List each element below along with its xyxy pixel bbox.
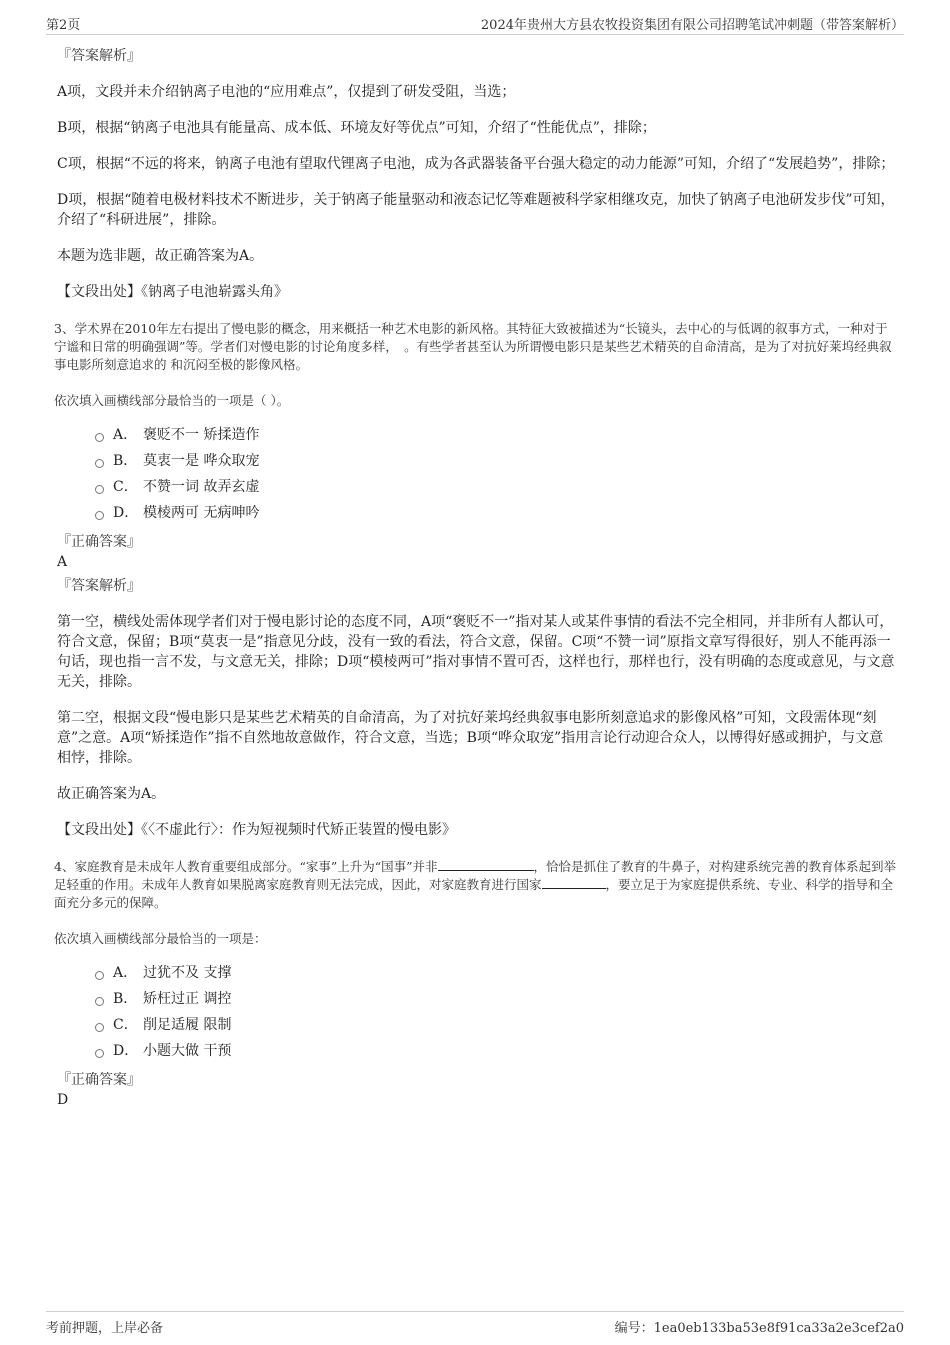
q4-text: 4、家庭教育是未成年人教育重要组成部分。“家事”上升为“国事”并非 ，恰恰是抓住了教育的牛鼻子，对构建系统完善的教育体系起到举足轻重的作用。未成年人教育如果脱离家庭教育则无法完成，因此，对家庭教育进行国家 ，要立足于为家庭提供系统、专业、科学的指导和全面充分多元的保障。: [54, 859, 897, 910]
q4-blank-1: [438, 858, 534, 871]
q2-analysis-d: D项，根据“随着电极材料技术不断进步，关于钠离子能量驱动和液态记忆等难题被科学家相继攻克，加快了钠离子电池研发步伐”可知，介绍了“科研进展”，排除。: [57, 192, 895, 228]
q3-text: 3、学术界在2010年左右提出了慢电影的概念，用来概括一种艺术电影的新风格。其特征大致被描述为“长镜头，去中心的与低调的叙事方式，一种对于宁谧和日常的明确强调”等。学者们对慢电影的讨论角度多样， 。有些学者甚至认为所谓慢电影只是某些艺术精英的自命清高，是为了对抗好莱坞经典叙事电影所刻意追求的 和沉闷至极的影像风格。: [54, 321, 892, 372]
q4-option-a[interactable]: A． 过犹不及 支撑: [95, 960, 897, 986]
q3-prompt: 依次填入画横线部分最恰当的一项是（ ）。: [54, 393, 290, 408]
q4-option-b[interactable]: B． 矫枉过正 调控: [95, 986, 897, 1012]
q3-answer-label: 『正确答案』: [57, 534, 141, 550]
q4-answer-label: 『正确答案』: [57, 1072, 141, 1088]
q2-analysis-c: C项，根据“不远的将来，钠离子电池有望取代锂离子电池，成为各武器装备平台强大稳定的动力能源”可知，介绍了“发展趋势”，排除；: [57, 156, 895, 172]
q3-options: [95, 422, 897, 526]
q2-analysis-b: B项，根据“钠离子电池具有能量高、成本低、环境友好等优点”可知，介绍了“性能优点”，排除；: [57, 120, 656, 136]
q4-blank-2: [542, 876, 606, 889]
footer-slogan: 考前押题，上岸必备: [46, 1321, 164, 1336]
q3-option-c[interactable]: C． 不赞一词 故弄玄虚: [95, 474, 897, 500]
q3-answer: A: [57, 554, 68, 570]
q3-option-d[interactable]: D． 模棱两可 无病呻吟: [95, 500, 897, 526]
radio-icon[interactable]: [95, 971, 104, 980]
radio-icon[interactable]: [95, 1049, 104, 1058]
q2-conclusion: 本题为选非题，故正确答案为A。: [57, 248, 264, 264]
q3-option-b[interactable]: B． 莫衷一是 哗众取宠: [95, 448, 897, 474]
page-number: 第2页: [46, 18, 81, 33]
page-header: [46, 12, 904, 35]
page-footer: [46, 1311, 904, 1338]
q4-prompt: 依次填入画横线部分最恰当的一项是：: [54, 931, 267, 946]
document-id: 编号：1ea0eb133ba53e8f91ca33a2e3cef2a0: [614, 1321, 904, 1336]
q3-source: 【文段出处】《〈不虚此行〉：作为短视频时代矫正装置的慢电影》: [57, 822, 456, 838]
radio-icon[interactable]: [95, 511, 104, 520]
q3-conclusion: 故正确答案为A。: [57, 786, 166, 802]
radio-icon[interactable]: [95, 433, 104, 442]
q3-analysis-1: 第一空，横线处需体现学者们对于慢电影讨论的态度不同，A项“褒贬不一”指对某人或某件事情的看法不完全相同，并非所有人都认可，符合文意，保留；B项“莫衷一是”指意见分歧，没有一致的看法，符合文意，保留。C项“不赞一词”原指文章写得很好，别人不能再添一句话，现也指一言不发，与文意无关，排除；D项“模棱两可”指对事情不置可否，这样也行，那样也行，没有明确的态度或意见，与文意无关，排除。: [57, 614, 895, 690]
document-title: 2024年贵州大方县农牧投资集团有限公司招聘笔试冲刺题（带答案解析）: [480, 18, 904, 33]
q2-analysis-label: 『答案解析』: [57, 48, 141, 64]
q3-option-a[interactable]: A． 褒贬不一 矫揉造作: [95, 422, 897, 448]
radio-icon[interactable]: [95, 485, 104, 494]
radio-icon[interactable]: [95, 459, 104, 468]
q4-answer: D: [57, 1092, 69, 1108]
q4-options: [95, 960, 897, 1064]
q3-analysis-label: 『答案解析』: [57, 578, 141, 594]
radio-icon[interactable]: [95, 997, 104, 1006]
q2-source: 【文段出处】《钠离子电池崭露头角》: [57, 284, 288, 300]
q4-option-d[interactable]: D． 小题大做 干预: [95, 1038, 897, 1064]
q3-analysis-2: 第二空，根据文段“慢电影只是某些艺术精英的自命清高，为了对抗好莱坞经典叙事电影所刻意追求的影像风格”可知，文段需体现“刻意”之意。A项“矫揉造作”指不自然地故意做作，符合文意，当选；B项“哗众取宠”指用言论行动迎合众人，以博得好感或拥护，与文意相悖，排除。: [57, 710, 884, 766]
q2-analysis-a: A项，文段并未介绍钠离子电池的“应用难点”，仅提到了研发受阻，当选；: [57, 84, 516, 100]
radio-icon[interactable]: [95, 1023, 104, 1032]
q4-option-c[interactable]: C． 削足适履 限制: [95, 1012, 897, 1038]
document-body: [54, 46, 897, 1114]
